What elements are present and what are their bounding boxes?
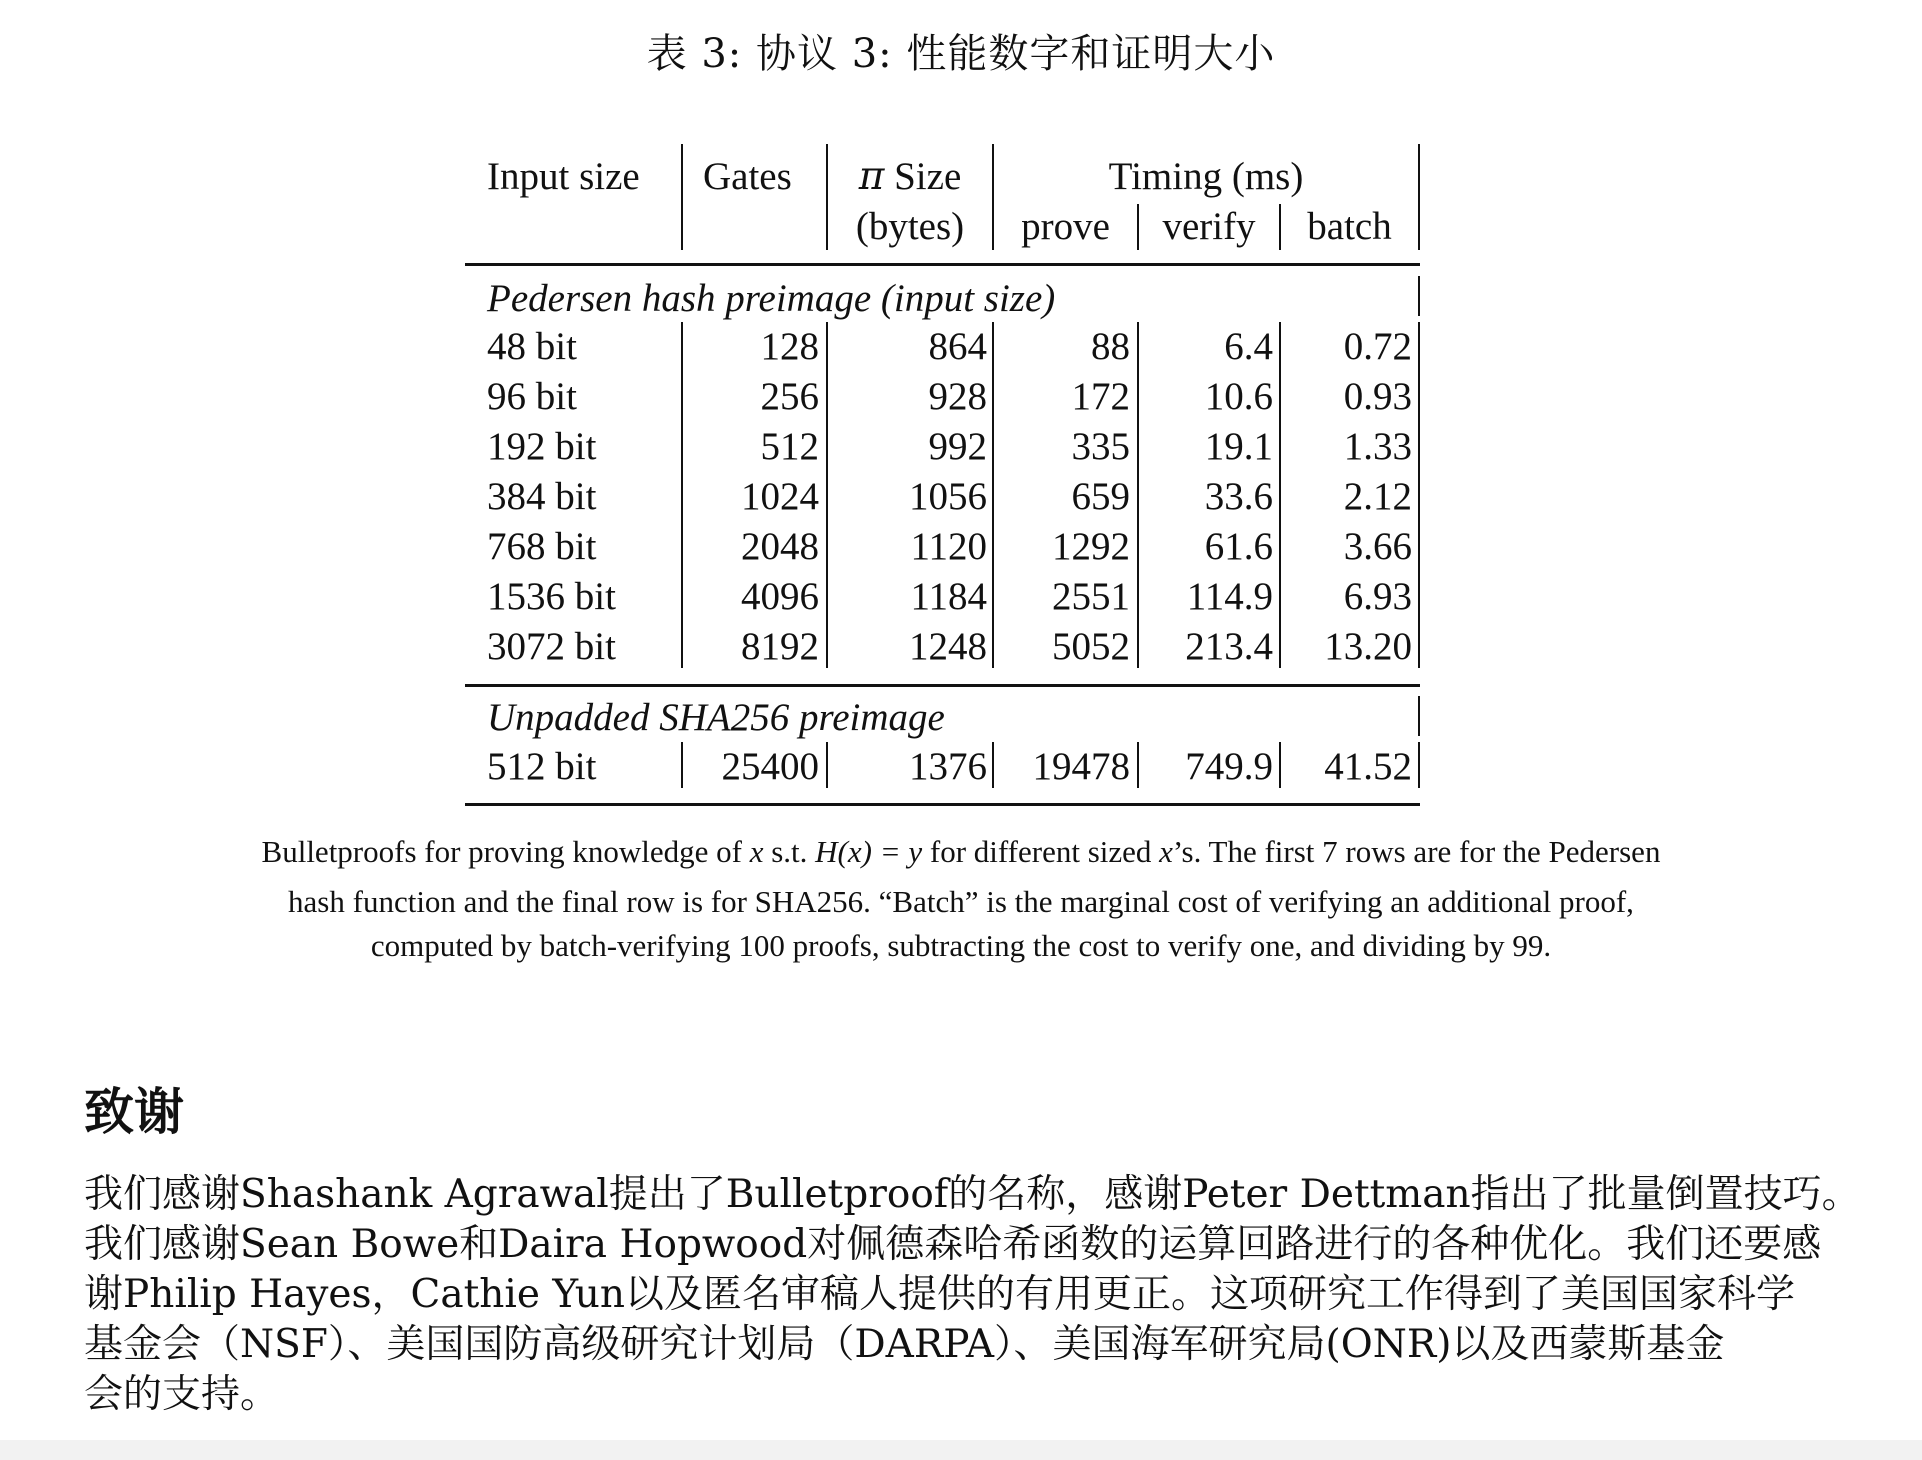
- para-line: 我们感谢Shashank Agrawal提出了Bulletproof的名称，感谢Peter Dettman指出了批量倒置技巧。: [84, 1172, 1861, 1217]
- cell-input: 1536 bit: [487, 575, 616, 618]
- vline-h1: [681, 144, 683, 250]
- cell-prove: 19478: [1032, 745, 1130, 788]
- cell-input: 96 bit: [487, 375, 577, 418]
- section-title: 致谢: [84, 1082, 184, 1141]
- cell-prove: 5052: [1052, 625, 1130, 668]
- cell-input: 384 bit: [487, 475, 597, 518]
- cell-prove: 335: [1071, 425, 1130, 468]
- cell-verify: 213.4: [1185, 625, 1273, 668]
- cell-batch: 2.12: [1343, 475, 1412, 518]
- vline-group1-right: [1418, 276, 1420, 316]
- cell-prove: 172: [1071, 375, 1130, 418]
- cell-size: 1376: [909, 745, 987, 788]
- para-line: 我们感谢Sean Bowe和Daira Hopwood对佩德森哈希函数的运算回路进行的各种优化。我们还要感: [84, 1222, 1822, 1267]
- rule-header-bottom: [465, 263, 1420, 266]
- header-pi-size: π Size: [858, 154, 962, 199]
- group-label-pedersen: Pedersen hash preimage (input size): [487, 277, 1056, 320]
- cell-batch: 41.52: [1324, 745, 1412, 788]
- cell-verify: 749.9: [1185, 745, 1273, 788]
- cell-prove: 659: [1071, 475, 1130, 518]
- cell-input: 512 bit: [487, 745, 597, 788]
- table-caption: 表 3: 协议 3: 性能数字和证明大小: [646, 31, 1276, 77]
- cell-input: 768 bit: [487, 525, 597, 568]
- vline-b6: [1418, 322, 1420, 668]
- cell-size: 928: [928, 375, 987, 418]
- cell-verify: 6.4: [1224, 325, 1273, 368]
- vline-group2-right: [1418, 696, 1420, 736]
- cell-input: 48 bit: [487, 325, 577, 368]
- acknowledgement-paragraph: [84, 1170, 1861, 1420]
- rule-table-bottom: [465, 803, 1420, 806]
- cell-verify: 33.6: [1204, 475, 1273, 518]
- cell-input: 192 bit: [487, 425, 597, 468]
- cell-batch: 13.20: [1324, 625, 1412, 668]
- header-pi-size-unit: (bytes): [855, 205, 965, 248]
- group-label-sha256: Unpadded SHA256 preimage: [487, 696, 945, 739]
- cell-size: 1056: [909, 475, 987, 518]
- page-bottom-edge: [0, 1440, 1922, 1460]
- cell-gates: 512: [760, 425, 819, 468]
- cell-gates: 256: [760, 375, 819, 418]
- header-timing: Timing (ms): [1108, 155, 1304, 198]
- cell-size: 992: [928, 425, 987, 468]
- note-line-3: computed by batch-verifying 100 proofs, subtracting the cost to verify one, and dividing by 99.: [370, 928, 1552, 963]
- para-line: 基金会（NSF）、美国国防高级研究计划局（DARPA）、美国海军研究局(ONR)以及西蒙斯基金: [84, 1322, 1725, 1367]
- para-line: 会的支持。: [84, 1372, 280, 1417]
- cell-prove: 1292: [1052, 525, 1130, 568]
- cell-size: 1120: [910, 525, 987, 568]
- para-line: 谢Philip Hayes，Cathie Yun以及匿名审稿人提供的有用更正。这项研究工作得到了美国国家科学: [84, 1272, 1795, 1317]
- rule-group-divider: [465, 684, 1420, 687]
- cell-size: 1248: [909, 625, 987, 668]
- cell-size: 1184: [910, 575, 987, 618]
- header-batch: batch: [1307, 205, 1392, 248]
- table-note: [60, 830, 1862, 968]
- cell-gates: 25400: [721, 745, 819, 788]
- header-prove: prove: [1021, 205, 1110, 248]
- header-gates: Gates: [703, 155, 792, 198]
- cell-gates: 8192: [741, 625, 819, 668]
- note-line-2: hash function and the final row is for SHA256. “Batch” is the marginal cost of verifying an additional proof,: [288, 884, 1634, 919]
- cell-batch: 0.72: [1343, 325, 1412, 368]
- cell-prove: 88: [1091, 325, 1130, 368]
- cell-prove: 2551: [1052, 575, 1130, 618]
- note-line-1: Bulletproofs for proving knowledge of x s.t. H(x) = y for different sized x’s. The first 7 rows are for the Pedersen: [261, 834, 1661, 869]
- cell-verify: 19.1: [1204, 425, 1273, 468]
- cell-verify: 61.6: [1204, 525, 1273, 568]
- performance-table: [465, 152, 1420, 804]
- header-input-size: Input size: [487, 155, 640, 198]
- cell-batch: 3.66: [1343, 525, 1412, 568]
- cell-verify: 114.9: [1186, 575, 1273, 618]
- cell-gates: 4096: [741, 575, 819, 618]
- cell-input: 3072 bit: [487, 625, 616, 668]
- vline-h4: [1418, 144, 1420, 250]
- cell-batch: 1.33: [1343, 425, 1412, 468]
- vline-g2-6: [1418, 742, 1420, 788]
- cell-gates: 128: [760, 325, 819, 368]
- cell-gates: 1024: [741, 475, 819, 518]
- cell-batch: 0.93: [1343, 375, 1412, 418]
- cell-batch: 6.93: [1343, 575, 1412, 618]
- cell-size: 864: [928, 325, 987, 368]
- pi-symbol: π: [858, 154, 885, 199]
- header-verify: verify: [1162, 205, 1256, 248]
- cell-verify: 10.6: [1204, 375, 1273, 418]
- cell-gates: 2048: [741, 525, 819, 568]
